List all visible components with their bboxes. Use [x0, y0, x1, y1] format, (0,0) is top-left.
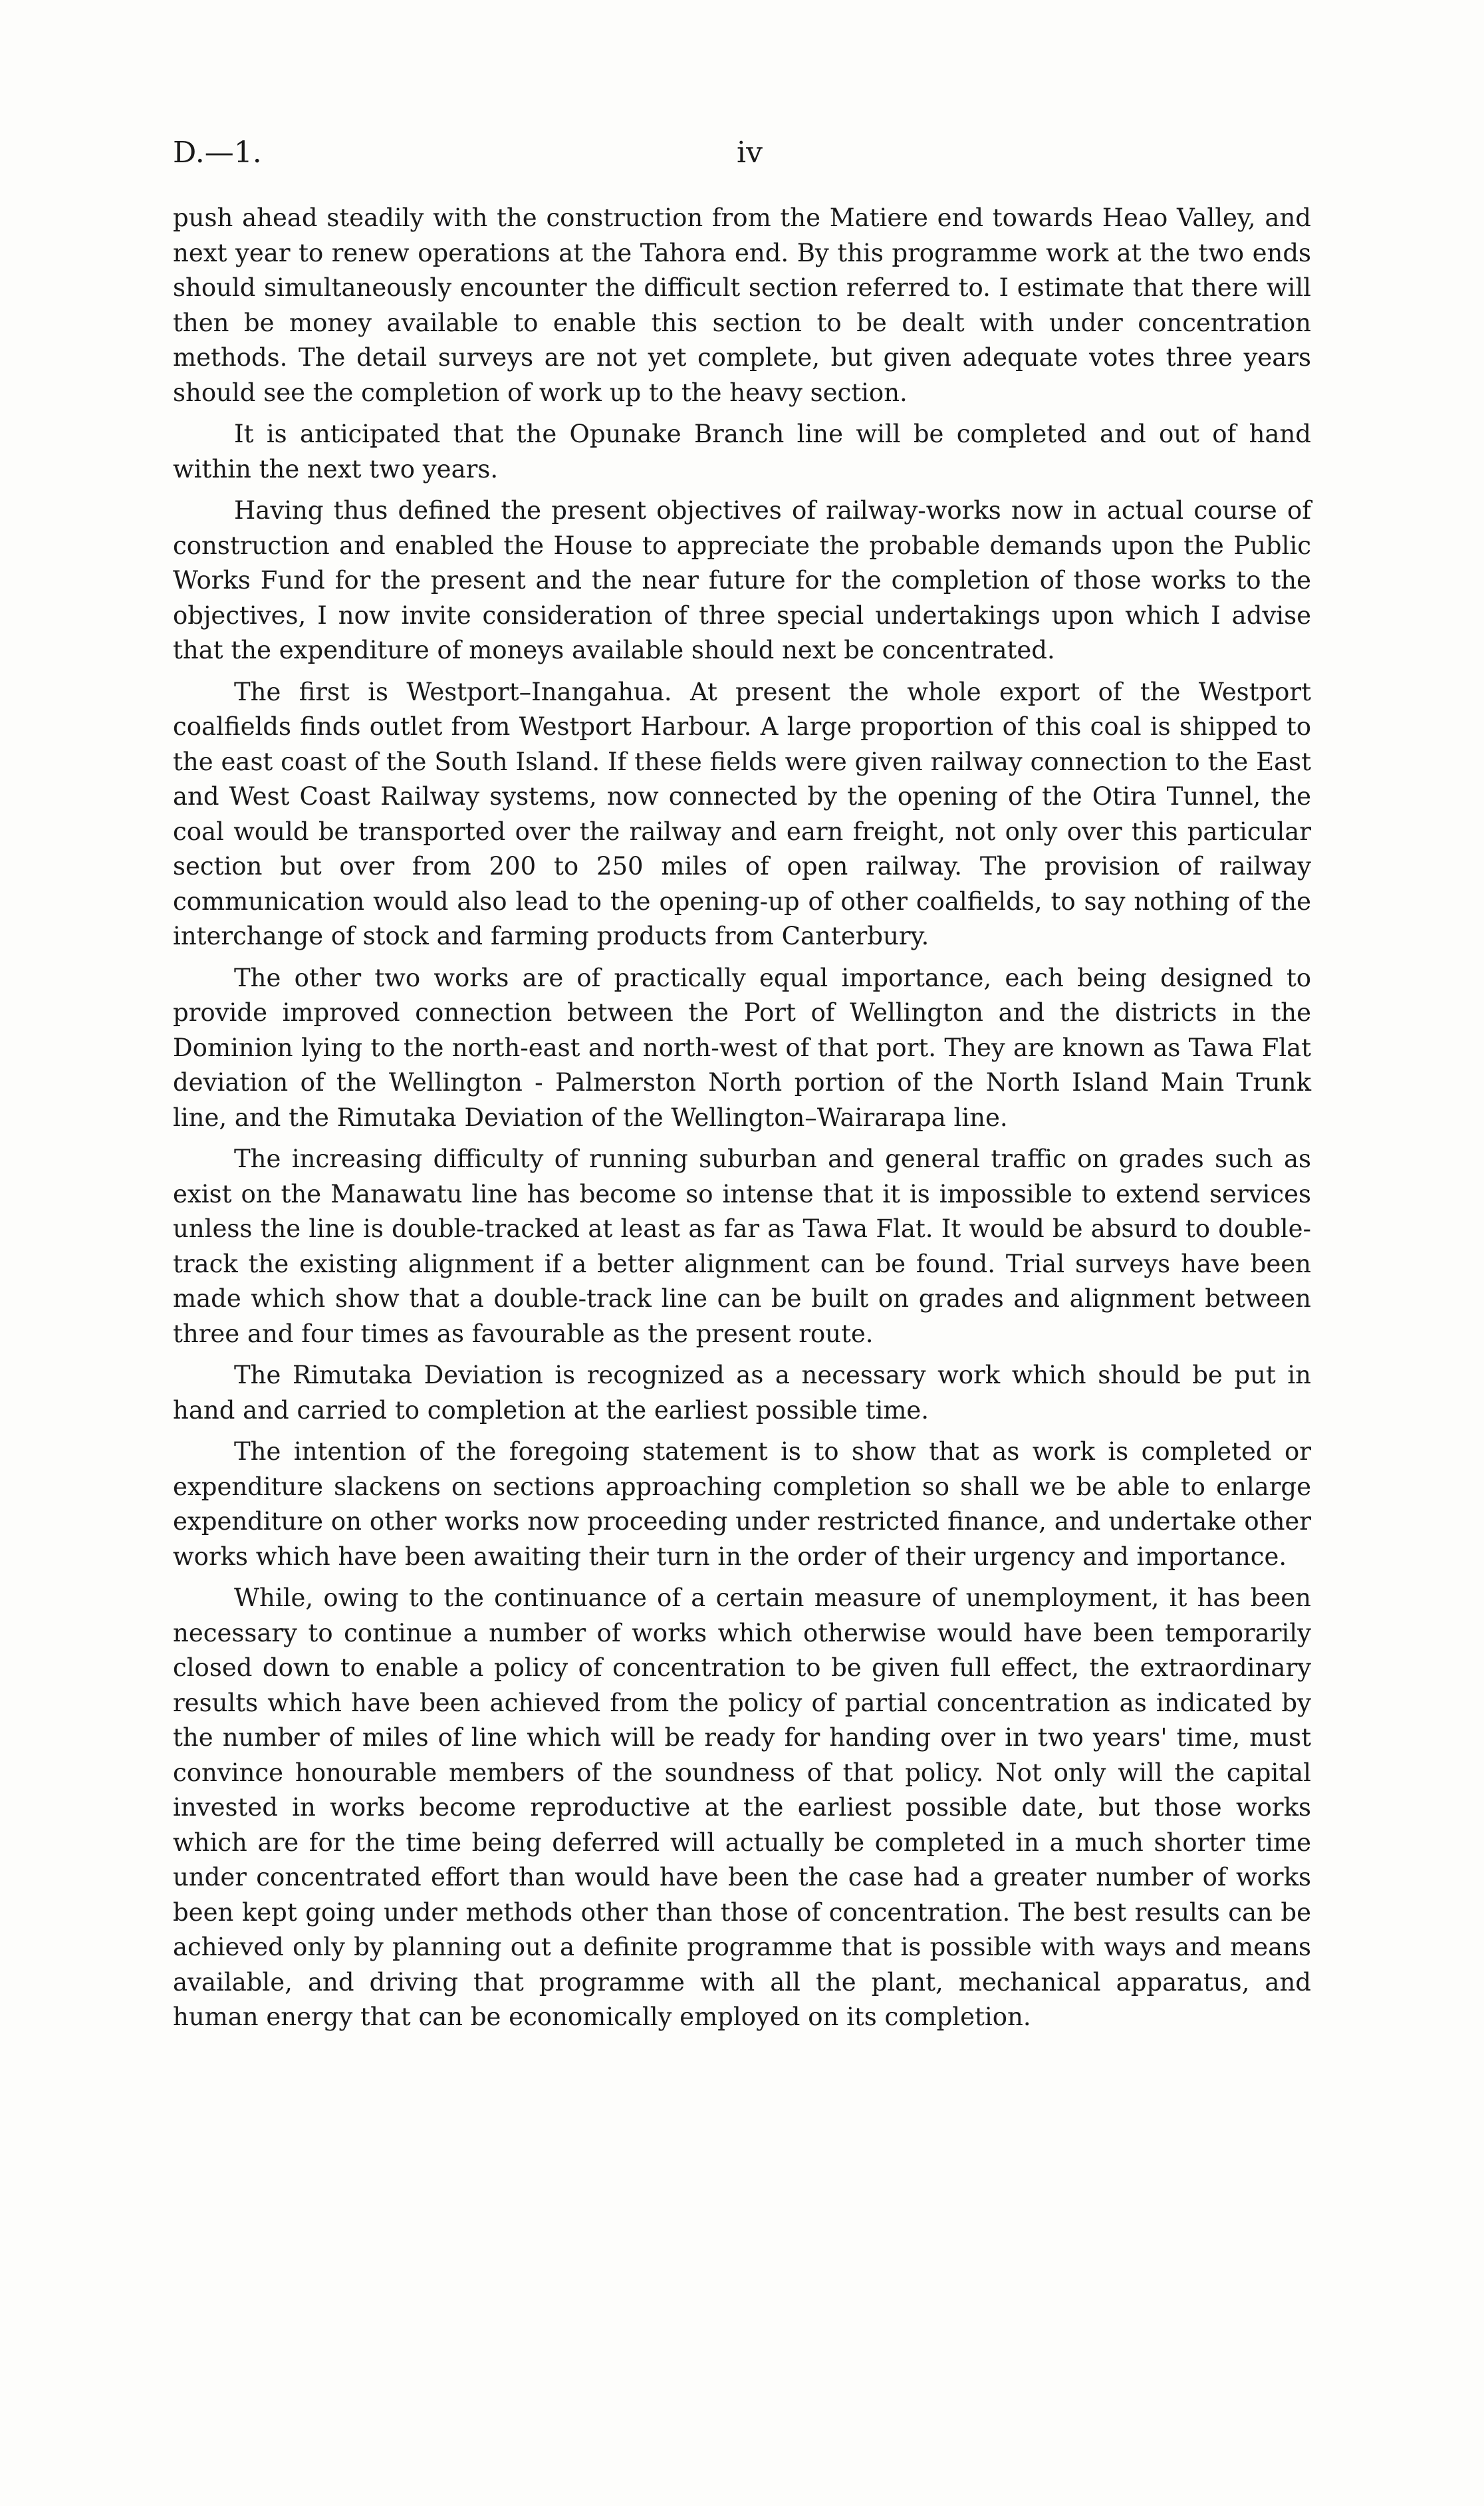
paragraph-objectives: Having thus defined the present objectives of railway-works now in actual course of construction and enabled the House to appreciate the probable demands upon the Public Works Fund for the present and the near future for the completion of those works to the objectives, I now invite consideration of three special undertakings upon which I advise that the expenditure of moneys available should next be concentrated.: [173, 496, 1311, 664]
paragraph-manawatu: The increasing difficulty of running suburban and general traffic on grades such as exist on the Manawatu line has become so intense that it is impossible to extend services unless the line is double-tracked at least as far as Tawa Flat. It would be absurd to double-track the existing alignment if a better alignment can be found. Trial surveys have been made which show that a double-track line can be built on grades and alignment between three and four times as favourable as the present route.: [173, 1145, 1311, 1348]
document-reference: D.—1.: [173, 136, 262, 170]
page-number: iv: [737, 136, 763, 170]
paragraph-other-works: The other two works are of practically equal importance, each being designed to provide improved connection between the Port of Wellington and the districts in the Dominion lying to the north-east and north-west of that port. They are known as Tawa Flat deviation of the Wellington - Palmerston North portion of the North Island Main Trunk line, and the Rimutaka Deviation of the Wellington–Wairarapa line.: [173, 963, 1311, 1132]
paragraph-opunake: It is anticipated that the Opunake Branch line will be completed and out of hand within the next two years.: [173, 420, 1311, 484]
paragraph-westport: The first is Westport–Inangahua. At present the whole export of the Westport coalfields finds outlet from Westport Harbour. A large proportion of this coal is shipped to the east coast of the South Island. If these fields were given railway connection to the East and West Coast Railway systems, now connected by the opening of the Otira Tunnel, the coal would be transported over the railway and earn freight, not only over this particular section but over from 200 to 250 miles of open railway. The provision of railway communication would also lead to the opening-up of other coalfields, to say nothing of the interchange of stock and farming products from Canterbury.: [173, 677, 1311, 950]
page-header: [173, 133, 1316, 186]
paragraph-rimutaka: The Rimutaka Deviation is recognized as a necessary work which should be put in hand and carried to completion at the earliest possible time.: [173, 1361, 1311, 1425]
paragraph-intention: The intention of the foregoing statement is to show that as work is completed or expenditure slackens on sections approaching completion so shall we be able to enlarge expenditure on other works now proceeding under restricted finance, and undertake other works which have been awaiting their turn in the order of their urgency and importance.: [173, 1437, 1311, 1571]
body-text: [173, 201, 1311, 2042]
paragraph-continued: push ahead steadily with the construction from the Matiere end towards Heao Valley, and next year to renew operations at the Tahora end. By this programme work at the two ends should simultaneously encounter the difficult section referred to. I estimate that there will then be money available to enable this section to be dealt with under concentration methods. The detail surveys are not yet complete, but given adequate votes three years should see the completion of work up to the heavy section.: [173, 204, 1311, 407]
paragraph-concentration: While, owing to the continuance of a certain measure of unemployment, it has been necessary to continue a number of works which otherwise would have been temporarily closed down to enable a policy of concentration to be given full effect, the extraordinary results which have been achieved from the policy of partial concentration as indicated by the number of miles of line which will be ready for handing over in two years' time, must convince honourable members of the soundness of that policy. Not only will the capital invested in works become reproductive at the earliest possible date, but those works which are for the time being deferred will actually be completed in a much shorter time under concentrated effort than would have been the case had a greater number of works been kept going under methods other than those of concentration. The best results can be achieved only by planning out a definite programme that is possible with ways and means available, and driving that programme with all the plant, mechanical apparatus, and human energy that can be economically employed on its completion.: [173, 1584, 1311, 2031]
